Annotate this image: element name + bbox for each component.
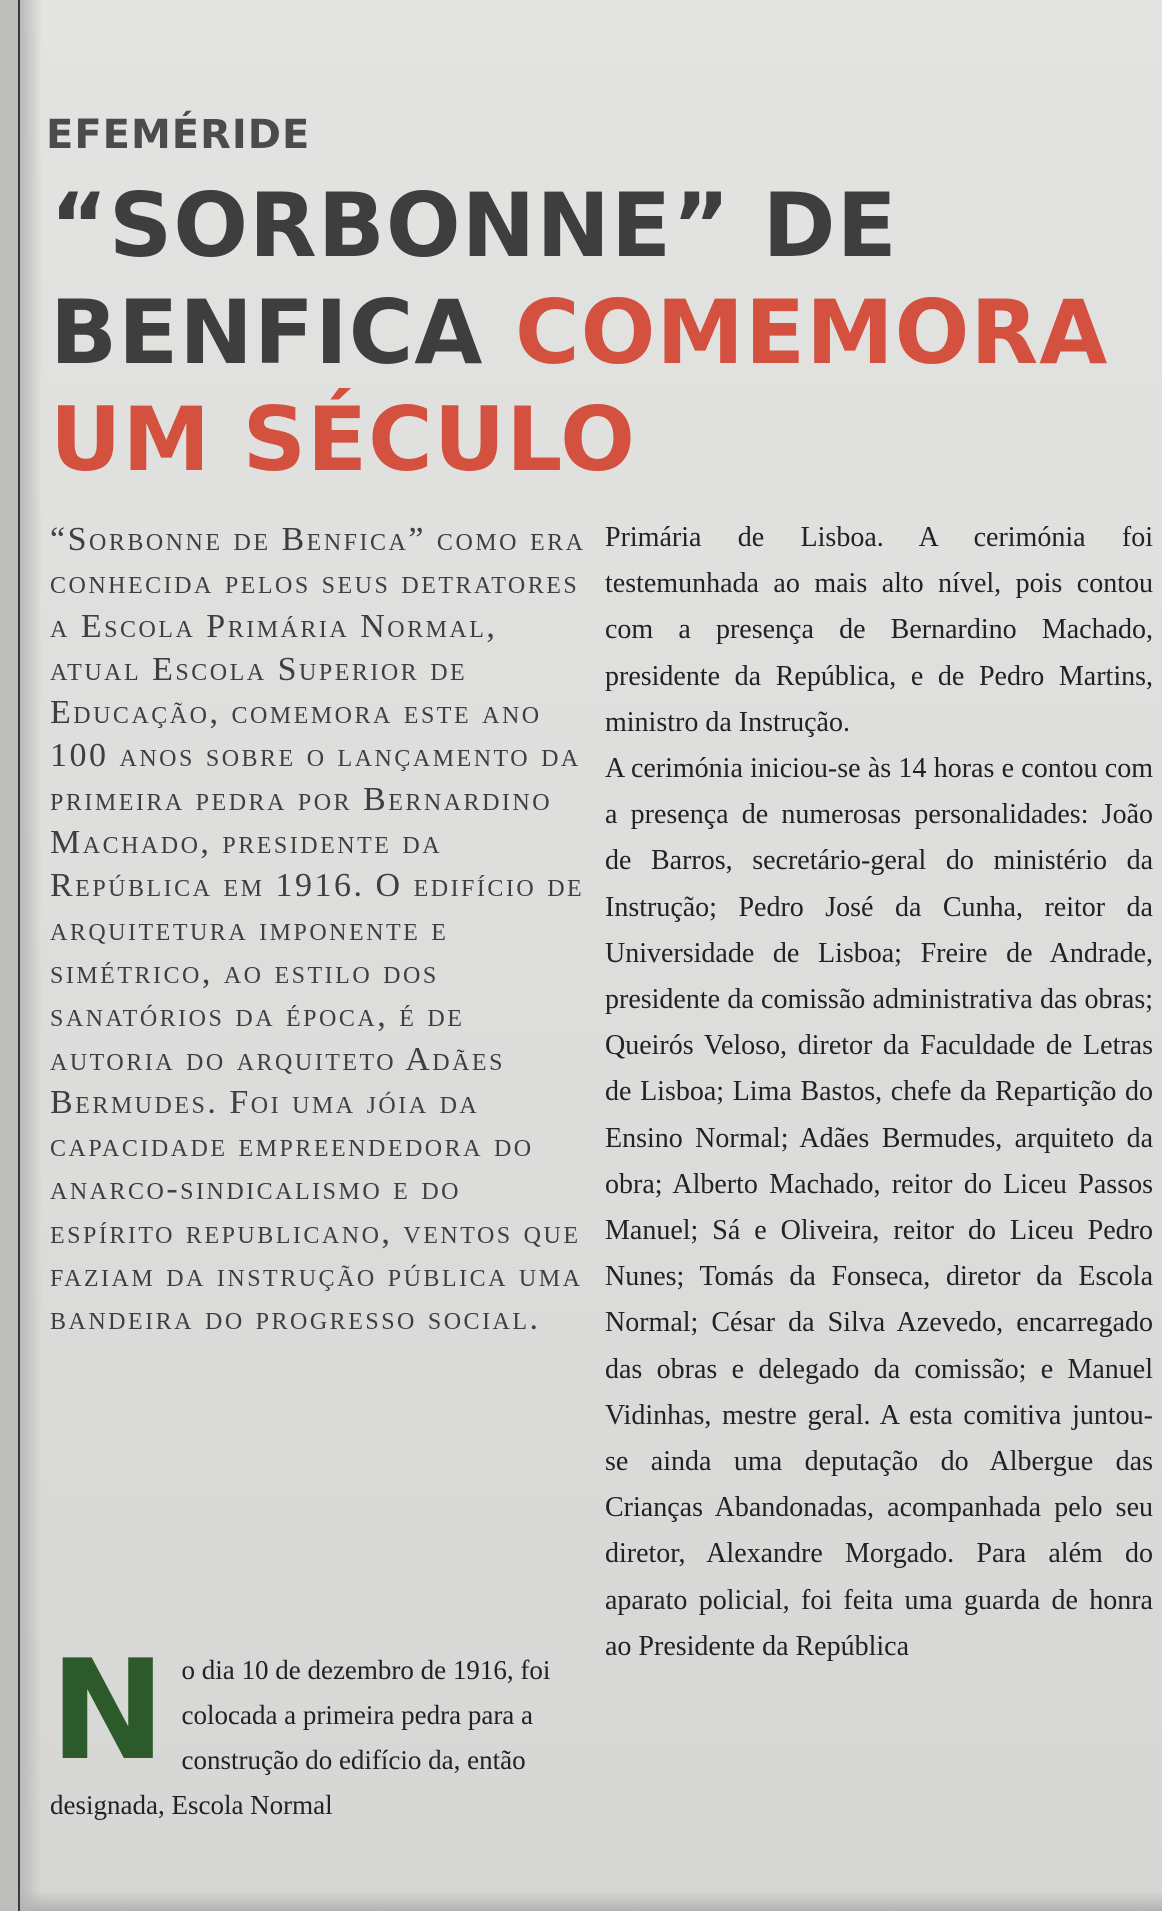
headline-line-1: “SORBONNE” DE [50, 174, 898, 277]
body-column-right [605, 515, 1153, 1670]
page-fold-shadow [20, 0, 42, 1911]
headline-line-2-red: COMEMORA [515, 281, 1109, 384]
body-right-paragraph-2: A cerimónia iniciou-se às 14 horas e contou com a presença de numerosas personalidades: João de Barros, secretário-geral do ministério da Instrução; Pedro José da Cunha, reitor da Universidade de Lisboa; Freire de Andrade, presidente da comissão administrativa das obras; Queirós Veloso, diretor da Faculdade de Letras de Lisboa; Lima Bastos, chefe da Repartição do Ensino Normal; Adães Bermudes, arquiteto da obra; Alberto Machado, reitor do Liceu Passos Manuel; Sá e Oliveira, reitor do Liceu Pedro Nunes; Tomás da Fonseca, diretor da Escola Normal; César da Silva Azevedo, encarregado das obras e delegado da comissão; e Manuel Vidinhas, mestre geral. A esta comitiva juntou-se ainda uma deputação do Albergue das Crianças Abandonadas, acompanhada pelo seu diretor, Alexandre Morgado. Para além do aparato policial, foi feita uma guarda de honra ao Presidente da República [605, 753, 1153, 1662]
headline-line-3: UM SÉCULO [50, 388, 636, 491]
headline [50, 172, 1160, 493]
lead-paragraph: “Sorbonne de Benfica” como era conhecida pelos seus detratores a Escola Primária Normal, atual Escola Superior de Educação, comemora este ano 100 anos sobre o lançamento da primeira pedra por Bernardino Machado, presidente da República em 1916. O edifício de arquitetura imponente e simétrico, ao estilo dos sanatórios da época, é de autoria do arquiteto Adães Bermudes. Foi uma jóia da capacidade empreendedora do anarco-sindicalismo e do espírito republicano, ventos que faziam da instrução pública uma bandeira do progresso social. [50, 521, 586, 1338]
drop-cap: N [50, 1630, 166, 1791]
body-column-left [50, 1630, 595, 1828]
headline-line-2-dark: BENFICA [50, 281, 516, 384]
headline-line-2 [50, 279, 1160, 386]
body-right-paragraph-1: Primária de Lisboa. A cerimónia foi testemunhada ao mais alto nível, pois contou com a presença de Bernardino Machado, presidente da República, e de Pedro Martins, ministro da Instrução. [605, 522, 1153, 738]
section-kicker: EFEMÉRIDE [46, 112, 311, 158]
bottom-edge-shadow [20, 1891, 1162, 1911]
body-left-text: o dia 10 de dezembro de 1916, foi colocada a primeira pedra para a construção do edifício da, então designada, Escola Normal [50, 1655, 551, 1820]
newspaper-page [18, 0, 1162, 1911]
